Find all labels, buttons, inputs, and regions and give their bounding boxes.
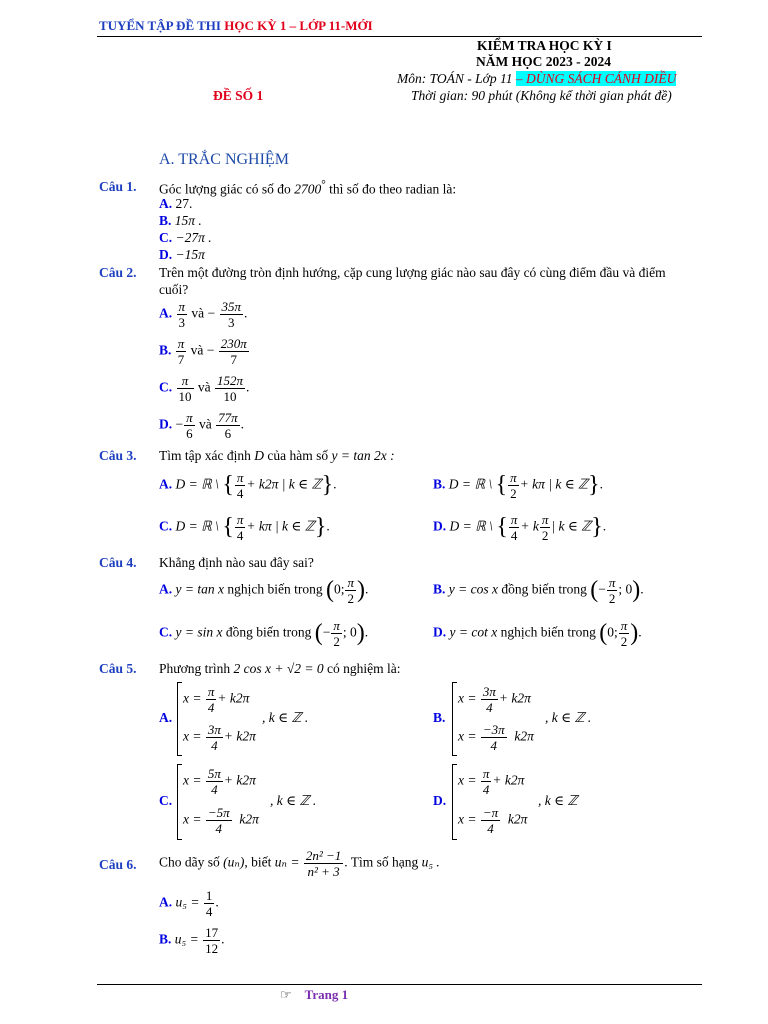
option-letter: C. (159, 230, 173, 245)
q1-option-d[interactable] (159, 247, 205, 263)
denominator: 4 (205, 904, 213, 919)
right-brace: } (321, 471, 334, 498)
denominator: n² + 3 (307, 864, 340, 879)
fraction (206, 684, 217, 715)
set-prefix: D = ℝ \ (449, 518, 497, 534)
left-brace: { (222, 513, 234, 540)
option-letter: A. (159, 581, 173, 597)
numerator: 230π (220, 336, 247, 351)
option-letter: C. (159, 518, 173, 534)
fraction (508, 470, 519, 501)
q5-option-d-tail: , k ∈ ℤ (538, 793, 578, 808)
q5-option-d-row2 (458, 805, 527, 836)
connector: và − (190, 342, 215, 358)
row-term: + k2π (223, 772, 256, 788)
series-title (99, 18, 373, 34)
q3-text-c: của hàm số (267, 448, 329, 463)
set-condition: + k2π | k ∈ ℤ (246, 476, 322, 492)
set-prefix: D = ℝ \ (175, 518, 223, 534)
numerator: 17 (205, 925, 219, 940)
question-4-text: Khẳng định nào sau đây sai? (159, 555, 314, 570)
option-letter: D. (433, 518, 447, 534)
numerator: π (347, 575, 354, 590)
numerator: π (177, 336, 185, 351)
option-letter: A. (159, 305, 173, 321)
fraction (206, 722, 223, 753)
end-mark: . (365, 581, 369, 597)
option-letter: B. (433, 581, 446, 597)
minus-sign: − (322, 624, 331, 640)
row-lhs: x = (183, 690, 202, 706)
right-paren: ) (357, 576, 365, 603)
numerator: π (510, 470, 517, 485)
fraction (607, 575, 618, 606)
q5-option-a-bracket (177, 682, 182, 756)
denominator: 2 (347, 591, 354, 606)
option-letter: D. (433, 624, 447, 640)
q5-option-d-row1 (458, 766, 524, 797)
q2-option-a[interactable] (159, 299, 247, 330)
set-mid: + k (520, 518, 539, 534)
interval-start: 0; (607, 624, 618, 640)
q5-option-d-bracket (452, 764, 457, 840)
end-mark: . (326, 518, 330, 534)
end-mark: . (640, 581, 644, 597)
option-value: 27. (175, 196, 193, 211)
q3-function: y = tan 2x : (331, 448, 395, 463)
denominator: 2 (608, 591, 616, 606)
left-paren: ( (590, 576, 599, 603)
fraction (619, 618, 630, 649)
q5-option-a-row1 (183, 684, 249, 715)
numerator: π (236, 512, 244, 527)
denominator: 3 (178, 315, 185, 330)
option-letter: A. (159, 476, 173, 492)
numerator: −3π (482, 722, 505, 737)
interval-end: ; 0 (618, 581, 633, 597)
set-prefix: D = ℝ \ (175, 476, 223, 492)
q1-text-d: thì số đo theo radian là: (329, 181, 457, 197)
fraction (176, 336, 187, 367)
question-1-text (159, 179, 456, 198)
fraction (215, 373, 245, 404)
statement: nghịch biến trong (500, 624, 596, 640)
denominator: 7 (177, 352, 185, 367)
question-1-label: Câu 1. (99, 179, 137, 194)
option-value: 15π . (174, 213, 202, 228)
row-lhs: x = (183, 811, 202, 827)
series-title-part2: HỌC KỲ 1 – LỚP 11-MỚI (224, 18, 373, 33)
q2-option-b[interactable] (159, 336, 250, 367)
numerator: 3π (207, 722, 221, 737)
q5-option-a-row2 (183, 722, 256, 753)
numerator: −π (482, 805, 499, 820)
numerator: π (620, 618, 628, 633)
end-mark: . (364, 624, 369, 640)
row-lhs: x = (458, 772, 477, 788)
section-a-title: A. TRẮC NGHIỆM (159, 151, 289, 168)
option-letter: D. (159, 416, 173, 432)
left-paren: ( (314, 619, 323, 646)
fraction (206, 805, 232, 836)
denominator: 2 (333, 634, 340, 649)
set-condition: + kπ | k ∈ ℤ (519, 476, 589, 492)
q5-text-a: Phương trình (159, 661, 231, 676)
set-condition: + kπ | k ∈ ℤ (246, 518, 315, 534)
time-limit: Thời gian: 90 phút (Không kể thời gian phát đề) (411, 88, 672, 103)
row-term: + k2π (498, 690, 531, 706)
fraction (204, 888, 215, 919)
option-letter: A. (159, 196, 173, 211)
row-lhs: x = (458, 811, 477, 827)
fraction (304, 848, 343, 879)
denominator: 4 (236, 528, 244, 543)
fraction (177, 299, 188, 330)
left-brace: { (495, 471, 508, 498)
fraction (177, 373, 194, 404)
end-mark: . (240, 416, 245, 432)
q5-option-b-letter[interactable]: B. (433, 710, 446, 725)
fraction (481, 805, 500, 836)
q5-option-a-letter[interactable]: A. (159, 710, 173, 725)
q5-option-c-bracket (177, 764, 182, 840)
denominator: 3 (228, 315, 235, 330)
fraction (481, 722, 507, 753)
function: y = sin x (175, 624, 223, 640)
row-lhs: x = (183, 728, 202, 744)
q3-option-c[interactable] (159, 512, 330, 543)
fraction (481, 766, 492, 797)
fraction (216, 410, 240, 441)
fraction (331, 618, 342, 649)
row-term: k2π (514, 728, 534, 744)
subject-line (397, 71, 676, 87)
set-condition: | k ∈ ℤ (551, 518, 592, 534)
fraction (235, 470, 246, 501)
numerator: 1 (205, 888, 213, 903)
numerator: π (541, 512, 549, 527)
statement: đồng biến trong (501, 581, 587, 597)
q5-option-b-bracket (452, 682, 457, 756)
right-paren: ) (630, 619, 639, 646)
question-6-text (159, 848, 440, 879)
denominator: 4 (215, 821, 222, 836)
fraction (203, 925, 220, 956)
row-lhs: x = (183, 772, 202, 788)
q1-option-b[interactable] (159, 213, 202, 229)
question-2-label: Câu 2. (99, 265, 137, 280)
q5-option-a-tail: , k ∈ ℤ . (262, 710, 309, 725)
q5-option-b-row2 (458, 722, 534, 753)
row-lhs: x = (458, 690, 477, 706)
interval-end: ; 0 (342, 624, 357, 640)
question-2-line1: Trên một đường tròn định hướng, cặp cung lượng giác nào sau đây có cùng điểm đầu và điểm (159, 265, 666, 280)
question-5-label: Câu 5. (99, 661, 137, 676)
option-lhs: u₅ = (174, 931, 199, 947)
right-brace: } (314, 513, 327, 540)
series-title-part1: TUYỂN TẬP ĐỀ THI (99, 18, 221, 33)
numerator: 2n² −1 (305, 848, 342, 863)
q4-option-b[interactable] (433, 575, 644, 606)
q3-option-b[interactable] (433, 470, 603, 501)
q4-option-d[interactable] (433, 618, 642, 649)
numerator: π (482, 766, 490, 781)
numerator: 3π (482, 684, 496, 699)
question-3-label: Câu 3. (99, 448, 137, 463)
denominator: 2 (620, 634, 628, 649)
numerator: π (178, 299, 186, 314)
option-letter: C. (159, 624, 173, 640)
connector: và − (191, 305, 216, 321)
question-2-line2: cuối? (159, 282, 189, 297)
q3-domain-symbol: D (254, 448, 264, 463)
end-mark: . (246, 379, 250, 395)
left-brace: { (496, 513, 508, 540)
footer-rule (97, 984, 702, 985)
page-number: Trang 1 (304, 987, 349, 1002)
q6-text-e: . Tìm số hạng (344, 854, 419, 870)
option-letter: A. (159, 894, 173, 910)
denominator: 4 (490, 738, 497, 753)
fraction (219, 336, 249, 367)
q6-text-c: , biết (244, 854, 272, 870)
end-mark: . (599, 476, 604, 492)
numerator: π (186, 410, 193, 425)
left-brace: { (222, 471, 234, 498)
denominator: 10 (178, 389, 192, 404)
q5-option-c-tail: , k ∈ ℤ . (270, 793, 317, 808)
denominator: 2 (510, 486, 517, 501)
exam-number (213, 88, 263, 104)
numerator: −5π (207, 805, 230, 820)
q1-degree: ° (321, 179, 326, 191)
right-paren: ) (632, 576, 641, 603)
left-paren: ( (325, 576, 334, 603)
option-letter: B. (159, 931, 172, 947)
numerator: π (510, 512, 518, 527)
row-term: + k2π (492, 772, 525, 788)
function: y = cos x (448, 581, 498, 597)
interval-start: 0; (333, 581, 345, 597)
fraction (509, 512, 520, 543)
numerator: π (177, 373, 194, 389)
exam-title: KIỂM TRA HỌC KỲ I (477, 38, 612, 53)
end-mark: . (221, 931, 225, 947)
option-value: −15π (175, 247, 205, 262)
pointing-hand-icon: ☞ (280, 987, 292, 1002)
option-letter: D. (159, 247, 173, 262)
denominator: 4 (482, 782, 490, 797)
end-mark: . (602, 518, 607, 534)
denominator: 6 (224, 426, 232, 441)
minus-sign: − (175, 416, 184, 432)
numerator: 35π (221, 299, 242, 314)
question-5-text (159, 661, 400, 677)
right-brace: } (591, 513, 603, 540)
minus-sign: − (598, 581, 606, 597)
numerator: 152π (217, 373, 244, 388)
q6-term: u₅ . (421, 854, 440, 870)
fraction (220, 299, 244, 330)
question-6-label: Câu 6. (99, 857, 137, 872)
right-paren: ) (356, 619, 365, 646)
function: y = cot x (449, 624, 498, 640)
connector: và (199, 416, 212, 432)
q6-sequence: (uₙ) (223, 854, 245, 870)
fraction (235, 512, 246, 543)
q4-option-c[interactable] (159, 618, 368, 649)
row-term: + k2π (223, 728, 256, 744)
denominator: 6 (186, 426, 193, 441)
q5-option-c-row2 (183, 805, 259, 836)
q1-text-a: Góc lượng giác có số đo (159, 181, 291, 197)
fraction (345, 575, 356, 606)
denominator: 4 (510, 528, 518, 543)
option-value: −27π . (175, 230, 212, 245)
q3-option-a[interactable] (159, 470, 337, 501)
question-4-label: Câu 4. (99, 555, 137, 570)
function: y = tan x (175, 581, 224, 597)
denominator: 12 (205, 941, 219, 956)
question-3-text (159, 448, 395, 464)
statement: đồng biến trong (225, 624, 312, 640)
numerator: π (236, 470, 244, 485)
row-term: k2π (507, 811, 528, 827)
denominator: 7 (230, 352, 238, 367)
denominator: 10 (223, 389, 237, 404)
option-letter: B. (159, 342, 172, 358)
q5-equation: 2 cos x + √2 = 0 (233, 661, 324, 676)
q5-text-c: có nghiệm là: (326, 661, 401, 676)
option-lhs: u₅ = (175, 894, 200, 910)
exam-number-value: 1 (256, 88, 264, 103)
q1-option-c[interactable] (159, 230, 212, 246)
book-series: – DÙNG SÁCH CÁNH DIỀU (515, 71, 677, 86)
q5-option-b-tail: , k ∈ ℤ . (545, 710, 592, 725)
q6-formula-lhs: uₙ = (274, 854, 300, 870)
q6-option-a[interactable] (159, 888, 219, 919)
exam-number-label: ĐỀ SỐ (213, 88, 254, 103)
denominator: 4 (211, 782, 218, 797)
header-rule (97, 36, 702, 37)
q3-option-d[interactable] (433, 512, 606, 543)
numerator: 5π (207, 766, 221, 781)
fraction (184, 410, 195, 441)
fraction (206, 766, 223, 797)
q1-option-a[interactable] (159, 196, 192, 212)
denominator: 4 (486, 700, 493, 715)
row-term: + k2π (217, 690, 250, 706)
option-letter: B. (433, 476, 446, 492)
end-mark: . (244, 305, 248, 321)
denominator: 4 (236, 486, 244, 501)
row-lhs: x = (458, 728, 477, 744)
q6-text-a: Cho dãy số (159, 854, 220, 870)
q1-angle: 2700 (294, 181, 322, 197)
q6-option-b[interactable] (159, 925, 224, 956)
fraction (540, 512, 551, 543)
q3-text-a: Tìm tập xác định (159, 448, 251, 463)
numerator: π (207, 684, 215, 699)
denominator: 4 (207, 700, 215, 715)
subject: Môn: TOÁN - Lớp 11 (397, 71, 513, 86)
q5-option-c-row1 (183, 766, 256, 797)
set-prefix: D = ℝ \ (448, 476, 496, 492)
q2-option-d[interactable] (159, 410, 244, 441)
end-mark: . (215, 894, 219, 910)
option-letter: C. (159, 379, 173, 395)
end-mark: . (333, 476, 337, 492)
numerator: 77π (218, 410, 238, 425)
denominator: 4 (487, 821, 494, 836)
numerator: π (608, 575, 616, 590)
fraction (481, 684, 498, 715)
right-brace: } (588, 471, 600, 498)
q5-option-d-letter[interactable]: D. (433, 793, 447, 808)
denominator: 2 (541, 528, 549, 543)
q2-option-c[interactable] (159, 373, 249, 404)
school-year: NĂM HỌC 2023 - 2024 (476, 54, 611, 69)
q4-option-a[interactable] (159, 575, 368, 606)
row-term: k2π (239, 811, 259, 827)
q5-option-c-letter[interactable]: C. (159, 793, 173, 808)
q5-option-b-row1 (458, 684, 531, 715)
denominator: 4 (211, 738, 218, 753)
end-mark: . (638, 624, 642, 640)
connector: và (197, 379, 211, 395)
option-letter: B. (159, 213, 172, 228)
left-paren: ( (599, 619, 608, 646)
footer (280, 987, 348, 1003)
statement: nghịch biến trong (227, 581, 323, 597)
numerator: π (333, 618, 340, 633)
